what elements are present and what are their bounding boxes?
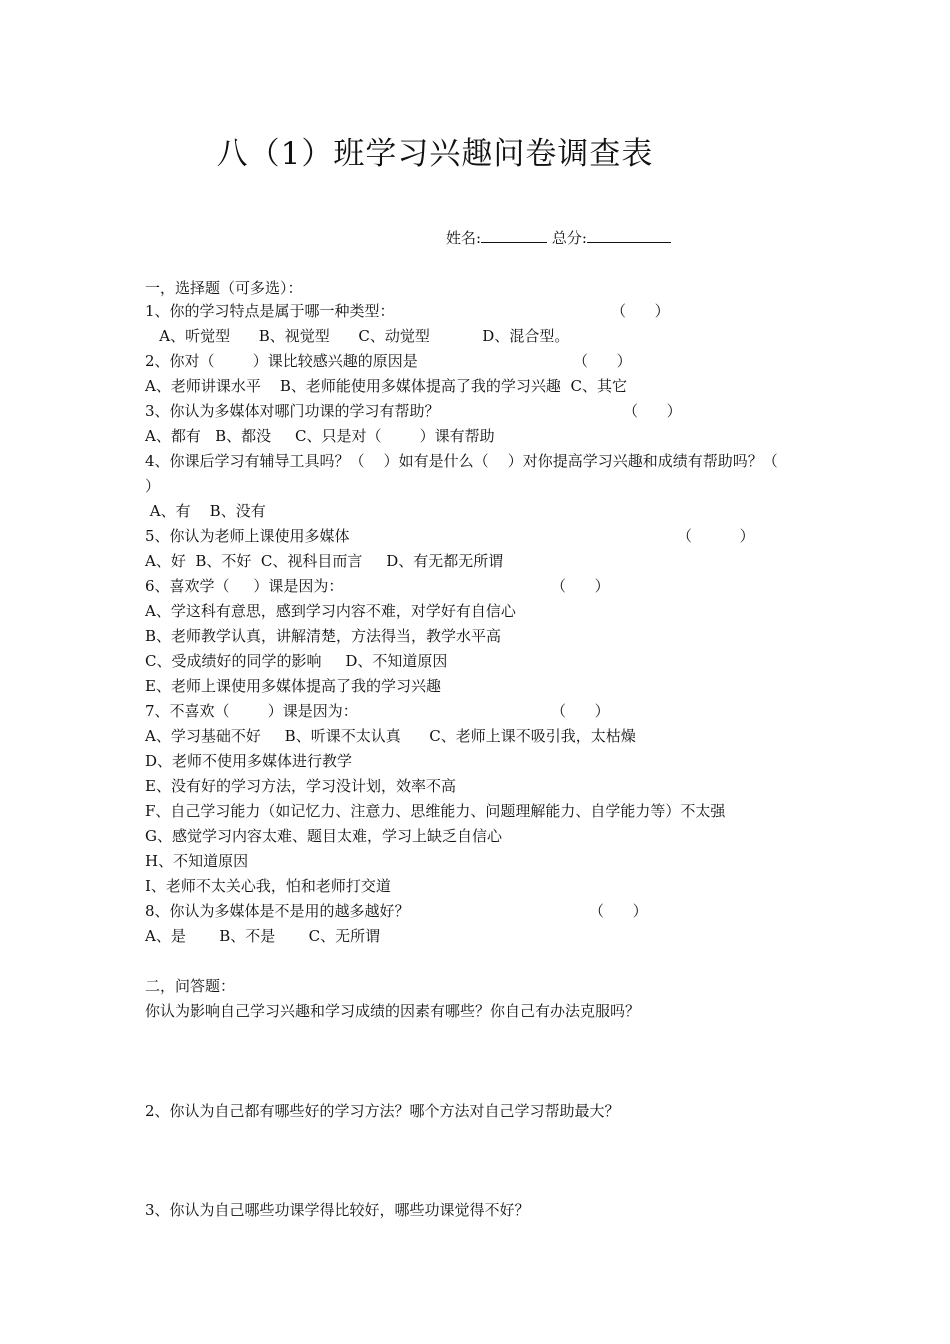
answer-paren-7[interactable]: （ ） bbox=[551, 702, 610, 720]
question-2: 2、你对（ ）课比较感兴趣的原因是 bbox=[145, 352, 418, 370]
q7-option-i: I、老师不太关心我，怕和老师打交道 bbox=[145, 877, 391, 895]
question-4: 4、你课后学习有辅导工具吗？（ ）如有是什么（ ）对你提高学习兴趣和成绩有帮助吗？（ bbox=[145, 452, 778, 470]
q7-option-h: H、不知道原因 bbox=[145, 852, 249, 870]
q6-option-a: A、学这科有意思，感到学习内容不难，对学好有自信心 bbox=[145, 602, 516, 620]
score-blank[interactable] bbox=[587, 228, 671, 243]
answer-paren-2[interactable]: （ ） bbox=[573, 352, 632, 370]
open-question-3: 3、你认为自己哪些功课学得比较好，哪些功课觉得不好？ bbox=[145, 1201, 530, 1219]
question-1: 1、你的学习特点是属于哪一种类型： bbox=[145, 302, 395, 320]
open-question-1: 你认为影响自己学习兴趣和学习成绩的因素有哪些？你自己有办法克服吗？ bbox=[145, 1002, 641, 1020]
q7-option-g: G、感觉学习内容太难、题目太难，学习上缺乏自信心 bbox=[145, 827, 502, 845]
q5-options: A、好 B、不好 C、视科目而言 D、有无都无所谓 bbox=[145, 552, 504, 570]
answer-paren-3[interactable]: （ ） bbox=[623, 402, 682, 420]
q7-option-f: F、自己学习能力（如记忆力、注意力、思维能力、问题理解能力、自学能力等）不太强 bbox=[145, 802, 726, 820]
section2-heading: 二，问答题： bbox=[145, 977, 236, 995]
question-7: 7、不喜欢（ ）课是因为： bbox=[145, 702, 358, 720]
q2-options: A、老师讲课水平 B、老师能使用多媒体提高了我的学习兴趣 C、其它 bbox=[145, 377, 627, 395]
q6-option-cd: C、受成绩好的同学的影响 D、不知道原因 bbox=[145, 652, 448, 670]
question-5: 5、你认为老师上课使用多媒体 bbox=[145, 527, 350, 545]
answer-paren-6[interactable]: （ ） bbox=[551, 577, 610, 595]
answer-paren-1[interactable]: （ ） bbox=[611, 302, 670, 320]
answer-paren-5[interactable]: （ ） bbox=[677, 527, 755, 545]
q6-option-e: E、老师上课使用多媒体提高了我的学习兴趣 bbox=[145, 677, 441, 695]
q4-options: A、有 B、没有 bbox=[145, 502, 266, 520]
q6-option-b: B、老师教学认真，讲解清楚，方法得当，教学水平高 bbox=[145, 627, 502, 645]
q1-options: A、听觉型 B、视觉型 C、动觉型 D、混合型。 bbox=[145, 327, 570, 345]
name-blank[interactable] bbox=[481, 228, 547, 243]
question-3: 3、你认为多媒体对哪门功课的学习有帮助？ bbox=[145, 402, 440, 420]
answer-paren-8[interactable]: （ ） bbox=[589, 902, 648, 920]
q8-options: A、是 B、不是 C、无所谓 bbox=[145, 927, 381, 945]
q3-options: A、都有 B、都没 C、只是对（ ）课有帮助 bbox=[145, 427, 495, 445]
q7-option-e: E、没有好的学习方法，学习没计划，效率不高 bbox=[145, 777, 456, 795]
section1-heading: 一，选择题（可多选）： bbox=[145, 279, 303, 297]
question-8: 8、你认为多媒体是不是用的越多越好？ bbox=[145, 902, 410, 920]
score-label: 总分: bbox=[551, 229, 587, 247]
question-6: 6、喜欢学（ ）课是因为： bbox=[145, 577, 344, 595]
name-score-bar bbox=[446, 227, 671, 248]
open-question-2: 2、你认为自己都有哪些好的学习方法？哪个方法对自己学习帮助最大？ bbox=[145, 1102, 620, 1120]
question-4-cont: ） bbox=[145, 477, 161, 495]
q7-option-d: D、老师不使用多媒体进行教学 bbox=[145, 752, 353, 770]
q7-option-abc: A、学习基础不好 B、听课不太认真 C、老师上课不吸引我，太枯燥 bbox=[145, 727, 636, 745]
name-label: 姓名: bbox=[446, 229, 482, 247]
page-title: 八（1）班学习兴趣问卷调查表 bbox=[216, 136, 654, 172]
